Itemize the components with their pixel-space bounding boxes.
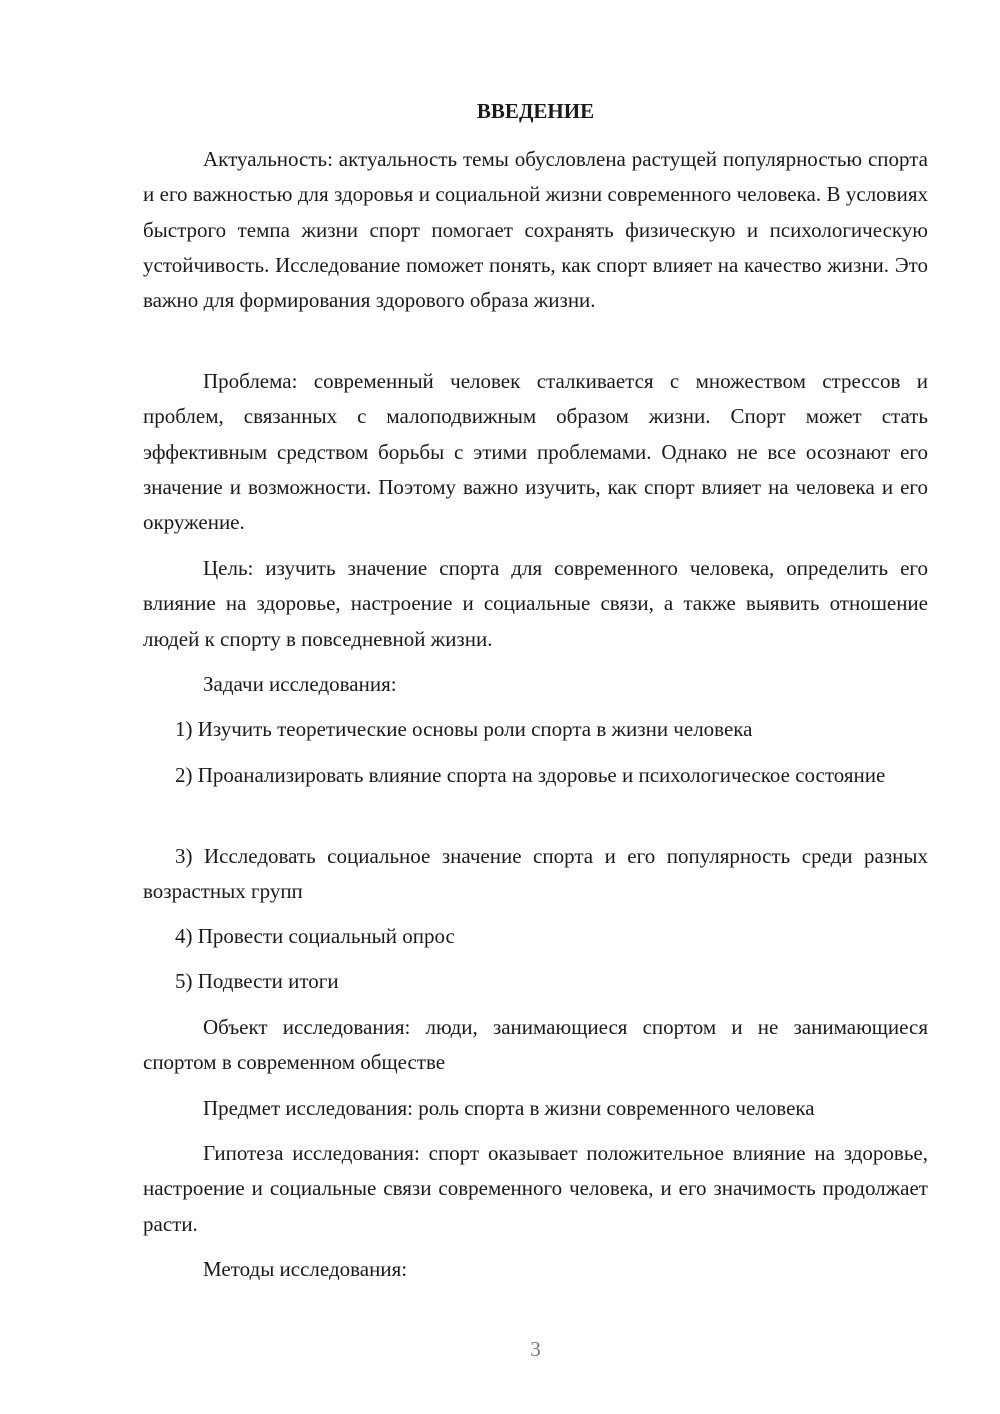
task-item: 4) Провести социальный опрос (175, 924, 455, 948)
task-item: 1) Изучить теоретические основы роли спорта в жизни человека (175, 717, 753, 741)
object-paragraph: Объект исследования: люди, занимающиеся спортом и не занимающиеся спортом в современном обществе (143, 1015, 928, 1075)
problem-paragraph: Проблема: современный человек сталкивается с множеством стрессов и проблем, связанных с малоподвижным образом жизни. Спорт может стать эффективным средством борьбы с этими проблемами. Однако не все осознают его значение и возможности. Поэтому важно изучить, как спорт влияет на человека и его окружение. (143, 369, 928, 535)
task-item: 3) Исследовать социальное значение спорта и его популярность среди разных возрастных групп (143, 844, 928, 904)
relevance-paragraph: Актуальность: актуальность темы обусловлена растущей популярностью спорта и его важностью для здоровья и социальной жизни современного человека. В условиях быстрого темпа жизни спорт помогает сохранять физическую и психологическую устойчивость. Исследование поможет понять, как спорт влияет на качество жизни. Это важно для формирования здорового образа жизни. (143, 147, 928, 313)
goal-paragraph: Цель: изучить значение спорта для современного человека, определить его влияние на здоровье, настроение и социальные связи, а также выявить отношение людей к спорту в повседневной жизни. (143, 556, 928, 651)
hypothesis-paragraph: Гипотеза исследования: спорт оказывает положительное влияние на здоровье, настроение и социальные связи современного человека, и его значимость продолжает расти. (143, 1141, 928, 1236)
task-item: 2) Проанализировать влияние спорта на здоровье и психологическое состояние (175, 763, 886, 787)
subject-paragraph: Предмет исследования: роль спорта в жизни современного человека (203, 1096, 815, 1120)
task-item: 5) Подвести итоги (175, 969, 339, 993)
page-number: 3 (530, 1337, 541, 1361)
tasks-heading: Задачи исследования: (203, 672, 397, 696)
document-page (143, 0, 928, 1414)
methods-heading: Методы исследования: (203, 1257, 408, 1281)
page-heading: ВВЕДЕНИЕ (476, 99, 595, 123)
